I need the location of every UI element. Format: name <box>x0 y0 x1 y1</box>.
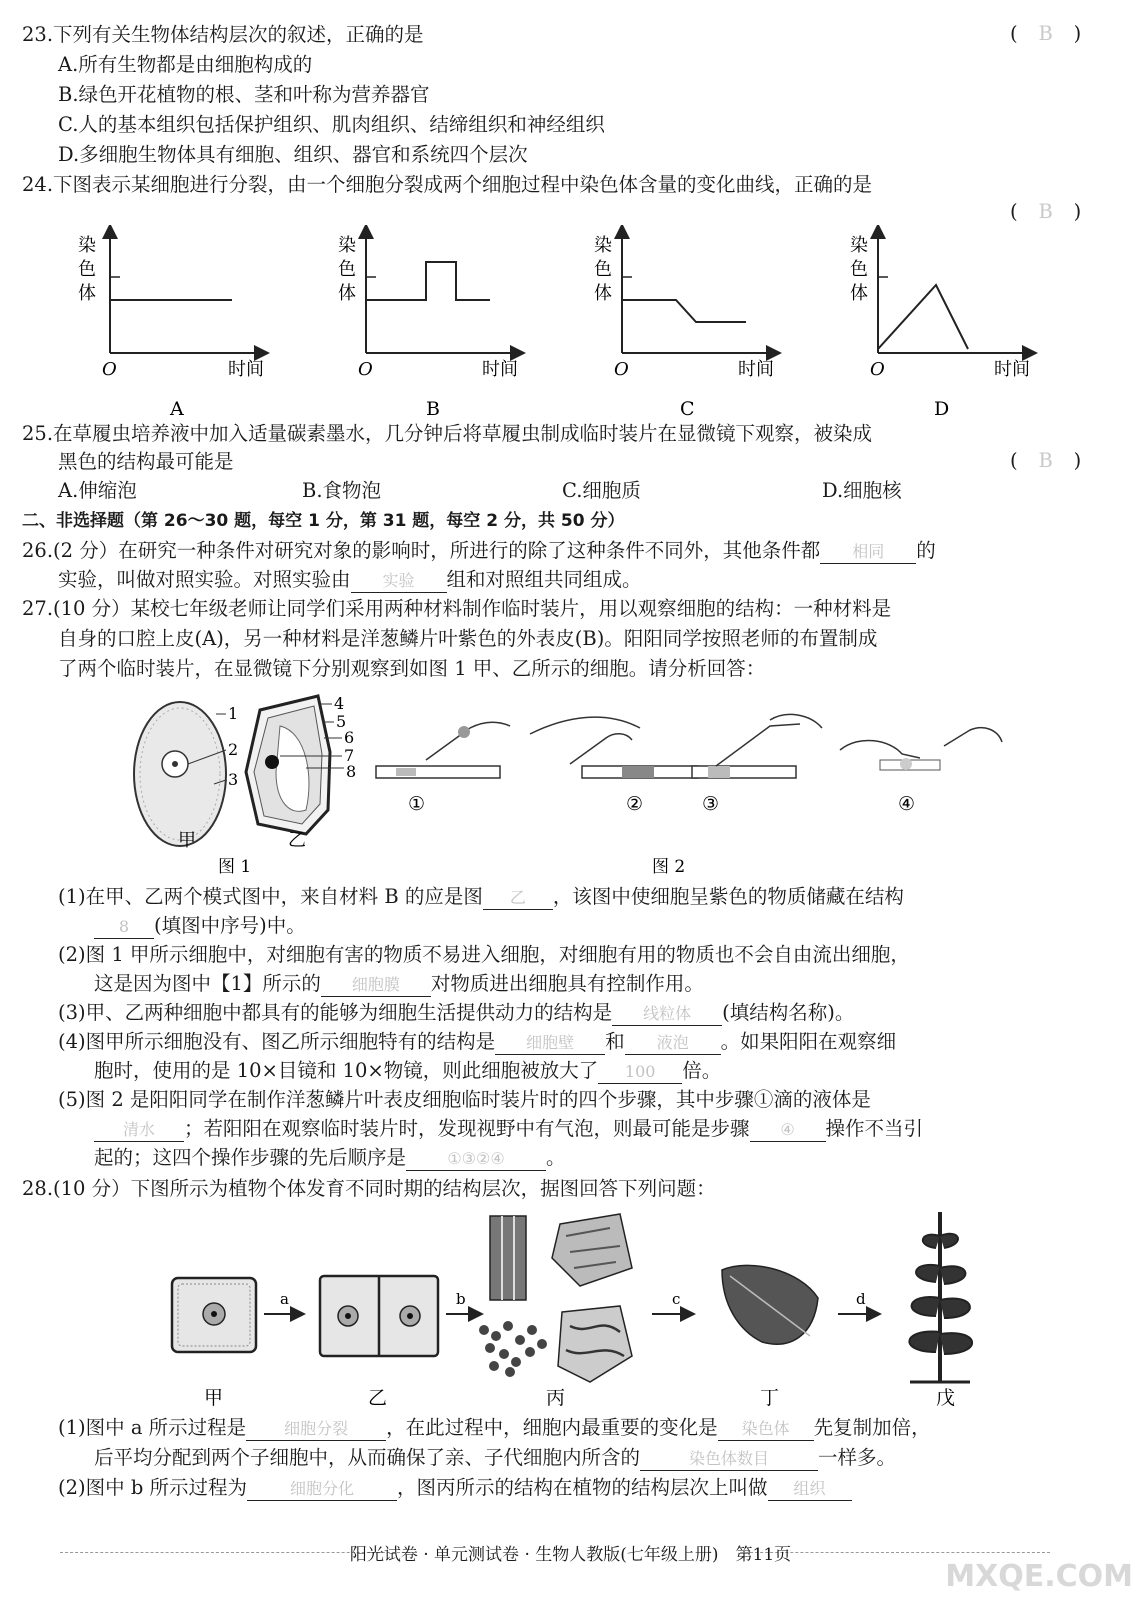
q26-line1 <box>22 538 936 564</box>
q27-p4-text-5: 倍。 <box>682 1059 722 1082</box>
q25-option-b: B.食物泡 <box>302 479 382 502</box>
q27-p2-blank: 细胞膜 <box>321 974 431 997</box>
q25-stem-line2: 黑色的结构最可能是 <box>58 450 234 473</box>
stage-label-ding: 丁 <box>760 1387 780 1409</box>
ylabel-c-1: 染 <box>594 235 612 256</box>
origin-a: O <box>102 359 117 380</box>
fig1-label-yi: 乙 <box>288 830 306 851</box>
step1-illustration <box>376 722 510 778</box>
q27-p5-text-2: 操作不当引 <box>825 1117 924 1140</box>
watermark: MXQE.COM <box>945 1559 1133 1594</box>
q27-p3-blank: 线粒体 <box>612 1003 722 1026</box>
q27-p1-blank-1: 乙 <box>483 887 553 910</box>
q27-p4-text-1: (4)图甲所示细胞没有、图乙所示细胞特有的结构是 <box>58 1030 496 1053</box>
q28-p1-text-1: (1)图中 a 所示过程是 <box>58 1416 247 1439</box>
curve-d <box>878 285 968 349</box>
q25-stem-line1: 25.在草履虫培养液中加入适量碳素墨水，几分钟后将草履虫制成临时装片在显微镜下观察，被染成 <box>22 422 873 445</box>
fig2-step-2: ② <box>626 793 644 815</box>
stage-wu-plant <box>909 1212 972 1382</box>
fig1-num-1: 1 <box>228 704 239 723</box>
fig1-num-7: 7 <box>344 746 355 765</box>
q24-graphs <box>0 225 1141 425</box>
option-d-label: D <box>934 398 950 420</box>
q27-p2-text-1: 这是因为图中【1】所示的 <box>94 972 321 995</box>
ylabel-d-2: 色 <box>850 259 868 280</box>
q23-option-c: C.人的基本组织包括保护组织、肌肉组织、结缔组织和神经组织 <box>58 113 605 136</box>
q26-text-3: 实验，叫做对照实验。对照实验由 <box>58 568 351 591</box>
stage-ding-organ <box>722 1265 818 1344</box>
q24-answer-paren: ( B ) <box>1010 200 1082 223</box>
fig1-num-5: 5 <box>336 712 347 731</box>
q27-p5-text-3: 起的；这四个操作步骤的先后顺序是 <box>94 1146 407 1169</box>
ylabel-d-3: 体 <box>850 283 868 304</box>
xlabel-d: 时间 <box>994 359 1030 380</box>
q27-p5-blank-2: ④ <box>750 1119 826 1142</box>
q28-p1-line2 <box>94 1445 896 1471</box>
q27-p4-text-3: 。如果阳阳在观察细 <box>720 1030 897 1053</box>
cell-jia <box>134 702 226 846</box>
q25-option-c: C.细胞质 <box>562 479 641 502</box>
fig2-step-1: ① <box>408 793 426 815</box>
fig1-num-2: 2 <box>228 740 239 759</box>
fig1-num-4: 4 <box>334 694 345 713</box>
arrow-c-label: c <box>672 1290 681 1308</box>
q27-p4-blank-1: 细胞壁 <box>495 1032 605 1055</box>
stage-yi-cells <box>320 1276 438 1356</box>
graph-d <box>850 231 1030 420</box>
q27-p5-line1: (5)图 2 是阳阳同学在制作洋葱鳞片叶表皮细胞临时装片时的四个步骤，其中步骤①滴的液体是 <box>58 1088 871 1111</box>
q27-p5-text-1: ；若阳阳在观察临时装片时，发现视野中有气泡，则最可能是步骤 <box>184 1117 750 1140</box>
graph-b <box>338 231 518 420</box>
q25-answer: B <box>1038 449 1053 472</box>
origin-b: O <box>358 359 373 380</box>
cell-yi <box>246 696 330 834</box>
fig1-label-jia: 甲 <box>178 830 196 851</box>
ylabel-a-1: 染 <box>78 235 96 256</box>
q27-p3-text-1: (3)甲、乙两种细胞中都具有的能够为细胞生活提供动力的结构是 <box>58 1001 613 1024</box>
stage-jia-cell <box>172 1278 256 1352</box>
q28-p1-text-5: 一样多。 <box>818 1446 897 1469</box>
step2-illustration <box>530 717 698 778</box>
stage-label-yi: 乙 <box>368 1387 388 1409</box>
q27-p4-text-2: 和 <box>605 1030 625 1053</box>
q27-p4-blank-3: 100 <box>598 1061 682 1084</box>
xlabel-b: 时间 <box>482 359 518 380</box>
fig1-num-8: 8 <box>346 762 357 781</box>
xlabel-c: 时间 <box>738 359 774 380</box>
q24-stem: 24.下图表示某细胞进行分裂，由一个细胞分裂成两个细胞过程中染色体含量的变化曲线，正确的是 <box>22 173 873 196</box>
arrow-a-label: a <box>280 1290 289 1308</box>
origin-d: O <box>870 359 885 380</box>
section2-heading: 二、非选择题（第 26～30 题，每空 1 分，第 31 题，每空 2 分，共 50 分） <box>22 511 625 531</box>
q23-option-a: A.所有生物都是由细胞构成的 <box>58 53 313 76</box>
graph-a <box>78 231 264 420</box>
fig1-num-6: 6 <box>344 728 355 747</box>
stage-label-bing: 丙 <box>546 1387 566 1409</box>
q27-p2-line1: (2)图 1 甲所示细胞中，对细胞有害的物质不易进入细胞，对细胞有用的物质也不会自由流出细胞， <box>58 943 910 966</box>
q24-answer: B <box>1038 200 1053 223</box>
ylabel-c-3: 体 <box>594 283 612 304</box>
q27-p2-text-2: 对物质进出细胞具有控制作用。 <box>430 972 704 995</box>
q23-option-b: B.绿色开花植物的根、茎和叶称为营养器官 <box>58 83 430 106</box>
q28-p1-text-2: ，在此过程中，细胞内最重要的变化是 <box>386 1416 718 1439</box>
fig2-step-4: ④ <box>898 793 916 815</box>
ylabel-b-1: 染 <box>338 235 356 256</box>
ylabel-d-1: 染 <box>850 235 868 256</box>
q28-p2-text-1: (2)图中 b 所示过程为 <box>58 1476 248 1499</box>
ylabel-b-3: 体 <box>338 283 356 304</box>
arrow-d-label: d <box>856 1290 866 1308</box>
q27-p5-line3 <box>94 1145 566 1171</box>
ylabel-b-2: 色 <box>338 259 356 280</box>
q28-p1-blank-1: 细胞分裂 <box>246 1418 386 1441</box>
q27-p1-text-1: (1)在甲、乙两个模式图中，来自材料 B 的应是图 <box>58 885 483 908</box>
q27-line3: 了两个临时装片，在显微镜下分别观察到如图 1 甲、乙所示的细胞。请分析回答： <box>58 657 766 680</box>
stage-label-wu: 戊 <box>936 1387 956 1409</box>
q28-p2-blank-1: 细胞分化 <box>247 1478 397 1501</box>
xlabel-a: 时间 <box>228 359 264 380</box>
q27-p1-text-2: ，该图中使细胞呈紫色的物质储藏在结构 <box>552 885 904 908</box>
fig2-step-3: ③ <box>702 793 720 815</box>
ylabel-a-3: 体 <box>78 283 96 304</box>
q27-p4-line2 <box>94 1058 721 1084</box>
q26-blank-1: 相同 <box>820 541 916 564</box>
q28-figure <box>150 1206 1030 1412</box>
q27-p2-line2 <box>94 971 704 997</box>
option-b-label: B <box>426 398 440 420</box>
arrow-b-label: b <box>456 1290 466 1308</box>
q28-stem: 28.(10 分）下图所示为植物个体发育不同时期的结构层次，据图回答下列问题： <box>22 1177 716 1200</box>
ylabel-a-2: 色 <box>78 259 96 280</box>
curve-b <box>366 262 490 300</box>
q28-p1-line1 <box>58 1415 931 1441</box>
q23-answer: B <box>1038 22 1053 45</box>
curve-c <box>622 300 746 322</box>
origin-c: O <box>614 359 629 380</box>
q28-p2-line1 <box>58 1475 852 1501</box>
fig1-num-3: 3 <box>228 770 239 789</box>
q28-p2-blank-2: 组织 <box>768 1478 852 1501</box>
q25-answer-paren: ( B ) <box>1010 449 1082 472</box>
q26-line2 <box>58 567 642 593</box>
q25-option-a: A.伸缩泡 <box>58 479 137 502</box>
option-a-label: A <box>170 398 184 420</box>
q27-p5-text-4: 。 <box>546 1146 566 1169</box>
q26-blank-2: 实验 <box>351 570 447 593</box>
q27-line1: 27.(10 分）某校七年级老师让同学们采用两种材料制作临时装片，用以观察细胞的结构：一种材料是 <box>22 597 892 620</box>
q27-p5-blank-1: 清水 <box>94 1119 184 1142</box>
q27-p3-text-2: (填结构名称)。 <box>722 1001 855 1024</box>
q27-p4-text-4: 胞时，使用的是 10×目镜和 10×物镜，则此细胞被放大了 <box>94 1059 599 1082</box>
q23-stem: 23.下列有关生物体结构层次的叙述，正确的是 <box>22 23 424 46</box>
q26-text-1: 26.(2 分）在研究一种条件对研究对象的影响时，所进行的除了这种条件不同外，其他条件都 <box>22 539 821 562</box>
q27-p5-line2 <box>94 1116 923 1142</box>
q26-text-2: 的 <box>916 539 936 562</box>
graph-c <box>594 231 774 420</box>
q26-text-4: 组和对照组共同组成。 <box>446 568 642 591</box>
q25-option-d: D.细胞核 <box>822 479 902 502</box>
step4-illustration <box>840 728 1002 770</box>
figure-2 <box>370 700 1010 878</box>
q28-p1-text-4: 后平均分配到两个子细胞中，从而确保了亲、子代细胞内所含的 <box>94 1446 641 1469</box>
ylabel-c-2: 色 <box>594 259 612 280</box>
q27-p1-blank-2: 8 <box>94 916 154 939</box>
q27-line2: 自身的口腔上皮(A)，另一种材料是洋葱鳞片叶紫色的外表皮(B)。阳阳同学按照老师的布置制成 <box>58 627 878 650</box>
q28-p2-text-2: ，图丙所示的结构在植物的结构层次上叫做 <box>397 1476 768 1499</box>
figure-1 <box>130 692 380 882</box>
stage-bing-tissues <box>479 1214 632 1382</box>
option-c-label: C <box>680 398 695 420</box>
q27-p4-blank-2: 液泡 <box>625 1032 721 1055</box>
q28-p1-blank-2: 染色体 <box>718 1418 814 1441</box>
q27-p5-blank-3: ①③②④ <box>406 1148 546 1171</box>
q27-p4-line1 <box>58 1029 896 1055</box>
page-footer: 阳光试卷 · 单元测试卷 · 生物人教版(七年级上册) 第11页 <box>349 1545 792 1565</box>
q28-p1-text-3: 先复制加倍， <box>813 1416 931 1439</box>
q27-p1-line1 <box>58 884 904 910</box>
step3-illustration <box>692 714 822 778</box>
q23-answer-paren: ( B ) <box>1010 22 1082 45</box>
stage-label-jia: 甲 <box>204 1387 224 1409</box>
q27-p1-text-3: (填图中序号)中。 <box>154 914 306 937</box>
q23-option-d: D.多细胞生物体具有细胞、组织、器官和系统四个层次 <box>58 143 528 166</box>
q27-p1-line2 <box>94 913 306 939</box>
fig1-caption: 图 1 <box>218 857 252 877</box>
q27-p3-line <box>58 1000 854 1026</box>
fig2-caption: 图 2 <box>652 857 686 877</box>
q28-p1-blank-3: 染色体数目 <box>640 1448 818 1471</box>
